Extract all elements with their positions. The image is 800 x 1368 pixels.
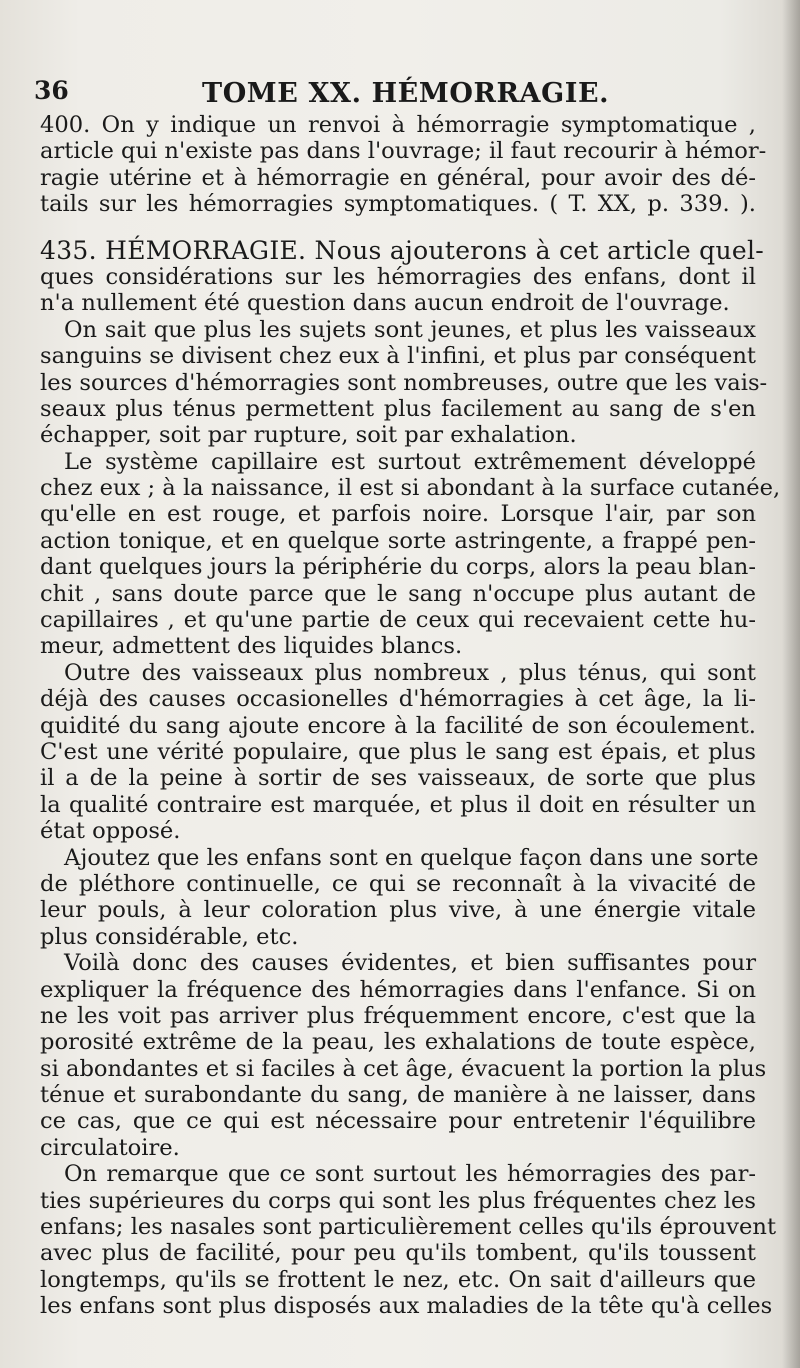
text-line: On remarque que ce sont surtout les hémorragies des par- [64, 1161, 756, 1188]
running-title: TOME XX. HÉMORRAGIE. [202, 78, 610, 109]
paragraph-400 [40, 112, 767, 218]
text-line: meur, admettent des liquides blancs. [40, 633, 463, 660]
text-line: On sait que plus les sujets sont jeunes, et plus les vaisseaux [64, 316, 756, 343]
text-line: enfans; les nasales sont particulièrement celles qu'ils éprouvent [40, 1214, 777, 1241]
paragraph [40, 1161, 777, 1320]
text-line: sanguins se divisent chez eux à l'infini, et plus par conséquent [40, 343, 756, 370]
text-line: ties supérieures du corps qui sont les plus fréquentes chez les [40, 1187, 756, 1214]
text-line: Le système capillaire est surtout extrêmement développé [64, 448, 756, 475]
text-line: ténue et surabondante du sang, de manière à ne laisser, dans [40, 1082, 756, 1109]
text-line: la qualité contraire est marquée, et plus il doit en résulter un [40, 791, 756, 818]
page-edge-shadow [782, 0, 800, 1368]
text-line: ne les voit pas arriver plus fréquemment encore, c'est que la [40, 1002, 756, 1029]
text-line: n'a nullement été question dans aucun endroit de l'ouvrage. [40, 290, 730, 317]
text-line: quidité du sang ajoute encore à la facilité de son écoulement. [40, 712, 756, 739]
body-text [40, 112, 781, 1320]
page-number: 36 [34, 76, 69, 105]
text-line: leur pouls, à leur coloration plus vive, à une énergie vitale [40, 897, 756, 924]
paragraph [40, 950, 767, 1161]
text-line: qu'elle en est rouge, et parfois noire. Lorsque l'air, par son [40, 501, 756, 528]
text-line: ce cas, que ce qui est nécessaire pour entretenir l'équilibre [40, 1108, 756, 1135]
text-line: action tonique, et en quelque sorte astringente, a frappé pen- [40, 527, 756, 554]
text-line: Outre des vaisseaux plus nombreux , plus ténus, qui sont [64, 659, 756, 686]
text-line: circulatoire. [40, 1134, 180, 1161]
text-line: dant quelques jours la périphérie du corps, alors la peau blan- [40, 554, 756, 581]
paragraph-435 [40, 235, 764, 317]
page-header [34, 76, 774, 116]
text-line: les sources d'hémorragies sont nombreuses, outre que les vais- [40, 369, 768, 396]
text-line: chit , sans doute parce que le sang n'occupe plus autant de [40, 580, 756, 607]
text-line: seaux plus ténus permettent plus facilement au sang de s'en [40, 395, 756, 422]
paragraph [40, 844, 759, 951]
text-line: expliquer la fréquence des hémorragies dans l'enfance. Si on [40, 976, 756, 1003]
text-line: capillaires , et qu'une partie de ceux qui recevaient cette hu- [40, 607, 756, 634]
text-line: il a de la peine à sortir de ses vaisseaux, de sorte que plus [40, 765, 756, 792]
text-line: état opposé. [40, 818, 181, 845]
text-line: longtemps, qu'ils se frottent le nez, etc. On sait d'ailleurs que [40, 1266, 756, 1293]
text-line: ques considérations sur les hémorragies des enfans, dont il [40, 263, 756, 290]
text-line: Ajoutez que les enfans sont en quelque façon dans une sorte [64, 844, 759, 871]
text-line: si abondantes et si faciles à cet âge, évacuent la portion la plus [40, 1055, 767, 1082]
text-line: porosité extrême de la peau, les exhalations de toute espèce, [40, 1029, 756, 1056]
text-line: 435. HÉMORRAGIE. Nous ajouterons à cet article quel- [40, 235, 764, 265]
text-line: C'est une vérité populaire, que plus le sang est épais, et plus [40, 738, 756, 765]
text-line: avec plus de facilité, pour peu qu'ils tombent, qu'ils toussent [40, 1240, 756, 1267]
text-line: 400. On y indique un renvoi à hémorragie symptomatique , [40, 112, 756, 138]
text-line: déjà des causes occasionelles d'hémorragies à cet âge, la li- [40, 686, 756, 713]
paragraph [40, 448, 781, 660]
text-line: ragie utérine et à hémorragie en général, pour avoir des dé- [40, 164, 756, 191]
text-line: chez eux ; à la naissance, il est si abondant à la surface cutanée, [40, 475, 781, 502]
text-line: de pléthore continuelle, ce qui se reconnaît à la vivacité de [40, 870, 756, 897]
text-line: tails sur les hémorragies symptomatiques. ( T. XX, p. 339. ). [40, 191, 756, 218]
paragraph [40, 316, 768, 449]
text-line: les enfans sont plus disposés aux maladies de la tête qu'à celles [40, 1293, 773, 1320]
text-line: article qui n'existe pas dans l'ouvrage; il faut recourir à hémor- [40, 138, 767, 165]
paragraph [40, 660, 756, 845]
text-line: plus considérable, etc. [40, 923, 299, 950]
text-line: échapper, soit par rupture, soit par exhalation. [40, 422, 577, 449]
text-line: Voilà donc des causes évidentes, et bien suffisantes pour [64, 950, 756, 977]
